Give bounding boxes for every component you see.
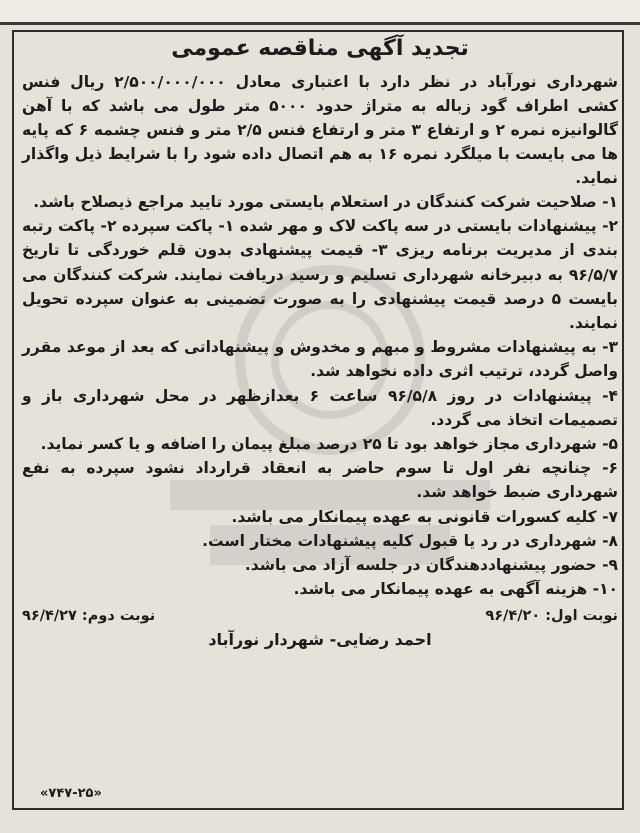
- condition-item-2: ۲- پیشنهادات بایستی در سه پاکت لاک و مهر شده ۱- پاکت سپرده ۲- پاکت رتبه بندی از مدیریت برنامه ریزی ۳- قیمت پیشنهادی بدون قلم خوردگی تا تاریخ ۹۶/۵/۷ به دبیرخانه شهرداری تسلیم و رسید دریافت نمایند. شرکت کنندگان می بایست ۵ درصد قیمت پیشنهادی را به صورت تضمینی به عنوان سپرده تحویل نمایند.: [22, 217, 618, 333]
- publication-dates: [22, 605, 618, 627]
- ad-code: «۷۴۷-۲۵»: [40, 786, 102, 801]
- signature-line: احمد رضایی- شهردار نورآباد: [208, 630, 432, 650]
- condition-item-9: ۹- حضور پیشنهاددهندگان در جلسه آزاد می باشد.: [244, 556, 618, 575]
- first-round-date: نوبت اول: ۹۶/۴/۲۰: [485, 608, 618, 625]
- ad-title: تجدید آگهی مناقصه عمومی: [171, 36, 469, 61]
- condition-item-5: ۵- شهرداری مجاز خواهد بود تا ۲۵ درصد مبلغ پیمان را اضافه و یا کسر نماید.: [40, 435, 618, 454]
- ad-intro: شهرداری نورآباد در نظر دارد با اعتباری معادل ۲/۵۰۰/۰۰۰/۰۰۰ ریال فنس کشی اطراف گود زباله به متراژ حدود ۵۰۰۰ متر طول می باشد که با آهن گالوانیزه نمره ۲ و ارتفاع ۳ متر و ارتفاع فنس ۲/۵ متر و فنس چشمه ۶ که پایه ها می بایست با میلگرد نمره ۱۶ به هم اتصال داده شود را با شرایط ذیل واگذار نماید.: [22, 73, 618, 187]
- condition-item-3: ۳- به پیشنهادات مشروط و مبهم و مخدوش و پیشنهاداتی که بعد از موعد مقرر واصل گردد، ترتیب اثری داده نخواهد شد.: [22, 338, 618, 381]
- condition-item-6: ۶- چنانچه نفر اول تا سوم حاضر به انعقاد قرارداد نشود سپرده به نفع شهرداری ضبط خواهد شد.: [22, 459, 618, 502]
- condition-item-10: ۱۰- هزینه آگهی به عهده پیمانکار می باشد.: [293, 580, 618, 599]
- previous-ad-strip: [0, 0, 640, 25]
- condition-item-4: ۴- پیشنهادات در روز ۹۶/۵/۸ ساعت ۶ بعدازظهر در محل شهرداری باز و تصمیمات اتخاذ می گردد.: [22, 386, 618, 429]
- condition-item-7: ۷- کلیه کسورات قانونی به عهده پیمانکار می باشد.: [231, 507, 618, 526]
- ad-body: [22, 34, 618, 651]
- condition-item-1: ۱- صلاحیت شرکت کنندگان در استعلام بایستی مورد تایید مراجع ذیصلاح باشد.: [33, 193, 618, 211]
- second-round-date: نوبت دوم: ۹۶/۴/۲۷: [22, 608, 156, 625]
- condition-item-8: ۸- شهرداری در رد یا قبول کلیه پیشنهادات مختار است.: [202, 531, 618, 550]
